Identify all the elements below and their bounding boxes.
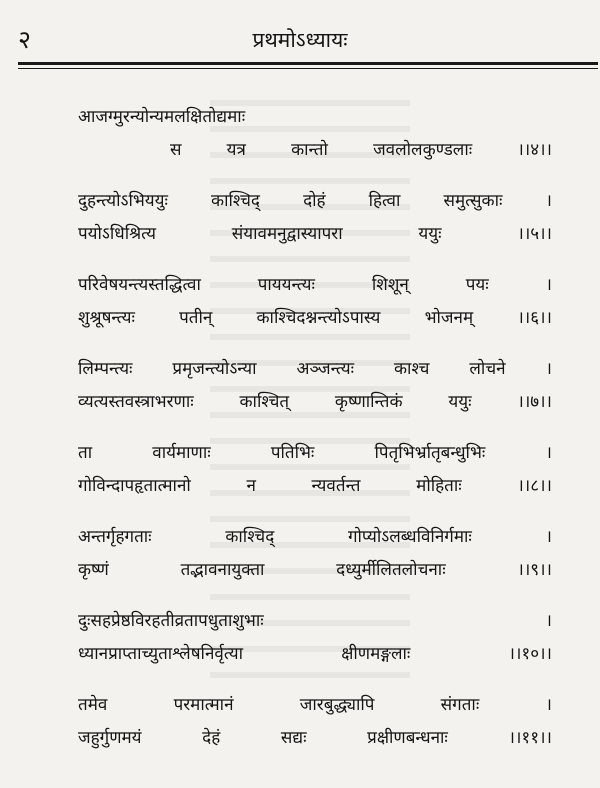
verse-word: स	[170, 140, 182, 160]
verse-word: ययुः	[418, 224, 442, 244]
verse-word: पयः	[465, 275, 489, 295]
verse-word: कृष्णान्तिकं	[334, 392, 403, 412]
verse-list	[0, 104, 600, 776]
verse-word: जहुर्गुणमयं	[78, 728, 142, 748]
verse-word: न	[246, 476, 256, 496]
verse-word: शिशून्	[371, 275, 409, 295]
header-rule-thick	[18, 62, 598, 65]
verse-word: संयावमनुद्वास्यापरा	[231, 224, 343, 244]
verse-word: शुश्रूषन्त्यः	[78, 308, 135, 328]
verse-word: काश्च	[393, 359, 430, 379]
verse-marker: ।	[545, 359, 552, 379]
verse-word: अन्तर्गृहगताः	[78, 527, 152, 547]
verse-word: पयोऽधिश्रित्य	[78, 224, 156, 244]
verse-word: काश्चिद्	[225, 527, 275, 547]
verse-3-line-2	[78, 305, 552, 331]
verse-marker: ।	[545, 275, 552, 295]
verse-word: परमात्मानं	[173, 695, 234, 715]
verse-marker: ।।४।।	[517, 140, 552, 160]
verse-marker: ।।६।।	[517, 308, 552, 328]
verse-word: गोप्योऽलब्धविनिर्गमाः	[347, 527, 472, 547]
verse-marker: ।।११।।	[508, 728, 552, 748]
verse-5-line-2	[78, 473, 552, 499]
verse-4	[0, 356, 600, 440]
verse-marker: ।	[545, 443, 552, 463]
verse-8-line-1	[78, 692, 552, 718]
verse-1-line-2	[170, 137, 552, 163]
verse-5-line-1	[78, 440, 552, 466]
verse-word: कृष्णं	[78, 560, 109, 580]
verse-marker: ।।७।।	[517, 392, 552, 412]
verse-word: हित्वा	[368, 191, 401, 211]
verse-word: ययुः	[448, 392, 472, 412]
verse-word: ता	[78, 443, 93, 463]
header-rule-thin	[18, 68, 598, 69]
verse-word: समुत्सुकाः	[443, 191, 503, 211]
verse-marker: ।।१०।।	[508, 644, 552, 664]
verse-3	[0, 272, 600, 356]
verse-2	[0, 188, 600, 272]
verse-word: देहं	[202, 728, 221, 748]
verse-word: परिवेषयन्त्यस्तद्धित्वा	[78, 275, 201, 295]
verse-6-line-2	[78, 557, 552, 583]
verse-word: व्यत्यस्तवस्त्राभरणाः	[78, 392, 194, 412]
verse-word: वार्यमाणाः	[152, 443, 211, 463]
verse-7	[0, 608, 600, 692]
chapter-title: प्रथमोऽध्यायः	[252, 28, 348, 52]
verse-word: पितृभिर्भ्रातृबन्धुभिः	[374, 443, 486, 463]
verse-word: सद्यः	[280, 728, 307, 748]
verse-word: दुःसहप्रेष्ठविरहतीव्रतापधुताशुभाः	[78, 611, 264, 631]
verse-word: संगताः	[440, 695, 480, 715]
verse-7-line-1	[78, 608, 552, 634]
verse-word: यत्र	[226, 140, 246, 160]
verse-word: गोविन्दापहृतात्मानो	[78, 476, 191, 496]
verse-3-line-1	[78, 272, 552, 298]
page-header	[0, 22, 600, 58]
verse-8-line-2	[78, 725, 552, 751]
verse-2-line-1	[78, 188, 552, 214]
verse-word: दध्युर्मीलितलोचनाः	[336, 560, 446, 580]
verse-word: न्यवर्तन्त	[311, 476, 361, 496]
verse-1-line-1	[78, 104, 552, 130]
verse-word: काश्चित्	[239, 392, 290, 412]
verse-word: आजग्मुरन्योन्यमलक्षितोद्यमाः	[78, 107, 246, 127]
verse-1	[0, 104, 600, 188]
verse-word: काश्चिद्	[211, 191, 260, 211]
verse-word: प्रमृजन्त्योऽन्या	[172, 359, 257, 379]
verse-marker: ।	[545, 527, 552, 547]
verse-7-line-2	[78, 641, 552, 667]
verse-4-line-1	[78, 356, 552, 382]
verse-word: लिम्पन्त्यः	[78, 359, 133, 379]
verse-4-line-2	[78, 389, 552, 415]
verse-word: तमेव	[78, 695, 108, 715]
verse-word: दोहं	[303, 191, 326, 211]
verse-word: पतीन्	[179, 308, 213, 328]
verse-word: मोहिताः	[416, 476, 462, 496]
verse-word: जारबुद्ध्यापि	[299, 695, 375, 715]
verse-word: दुहन्त्योऽभिययुः	[78, 191, 168, 211]
verse-word: कान्तो	[291, 140, 328, 160]
verse-marker: ।।९।।	[517, 560, 552, 580]
verse-marker: ।।८।।	[517, 476, 552, 496]
verse-marker: ।	[545, 191, 552, 211]
verse-marker: ।।५।।	[517, 224, 552, 244]
verse-word: लोचने	[469, 359, 506, 379]
verse-word: काश्चिदश्नन्त्योऽपास्य	[256, 308, 381, 328]
verse-word: भोजनम्	[424, 308, 474, 328]
verse-marker: ।	[545, 695, 552, 715]
verse-6-line-1	[78, 524, 552, 550]
verse-word: अञ्जन्त्यः	[296, 359, 355, 379]
verse-5	[0, 440, 600, 524]
verse-word: जवलोलकुण्डलाः	[373, 140, 473, 160]
verse-marker: ।	[545, 611, 552, 631]
verse-word: पतिभिः	[270, 443, 315, 463]
verse-8	[0, 692, 600, 776]
verse-word: तद्भावनायुक्ता	[180, 560, 265, 580]
verse-6	[0, 524, 600, 608]
verse-word: पाययन्त्यः	[257, 275, 315, 295]
page-number: २	[18, 25, 32, 54]
verse-2-line-2	[78, 221, 552, 247]
verse-word: क्षीणमङ्गलाः	[341, 644, 411, 664]
verse-word: ध्यानप्राप्ताच्युताश्लेषनिर्वृत्या	[78, 644, 244, 664]
verse-word: प्रक्षीणबन्धनाः	[367, 728, 448, 748]
